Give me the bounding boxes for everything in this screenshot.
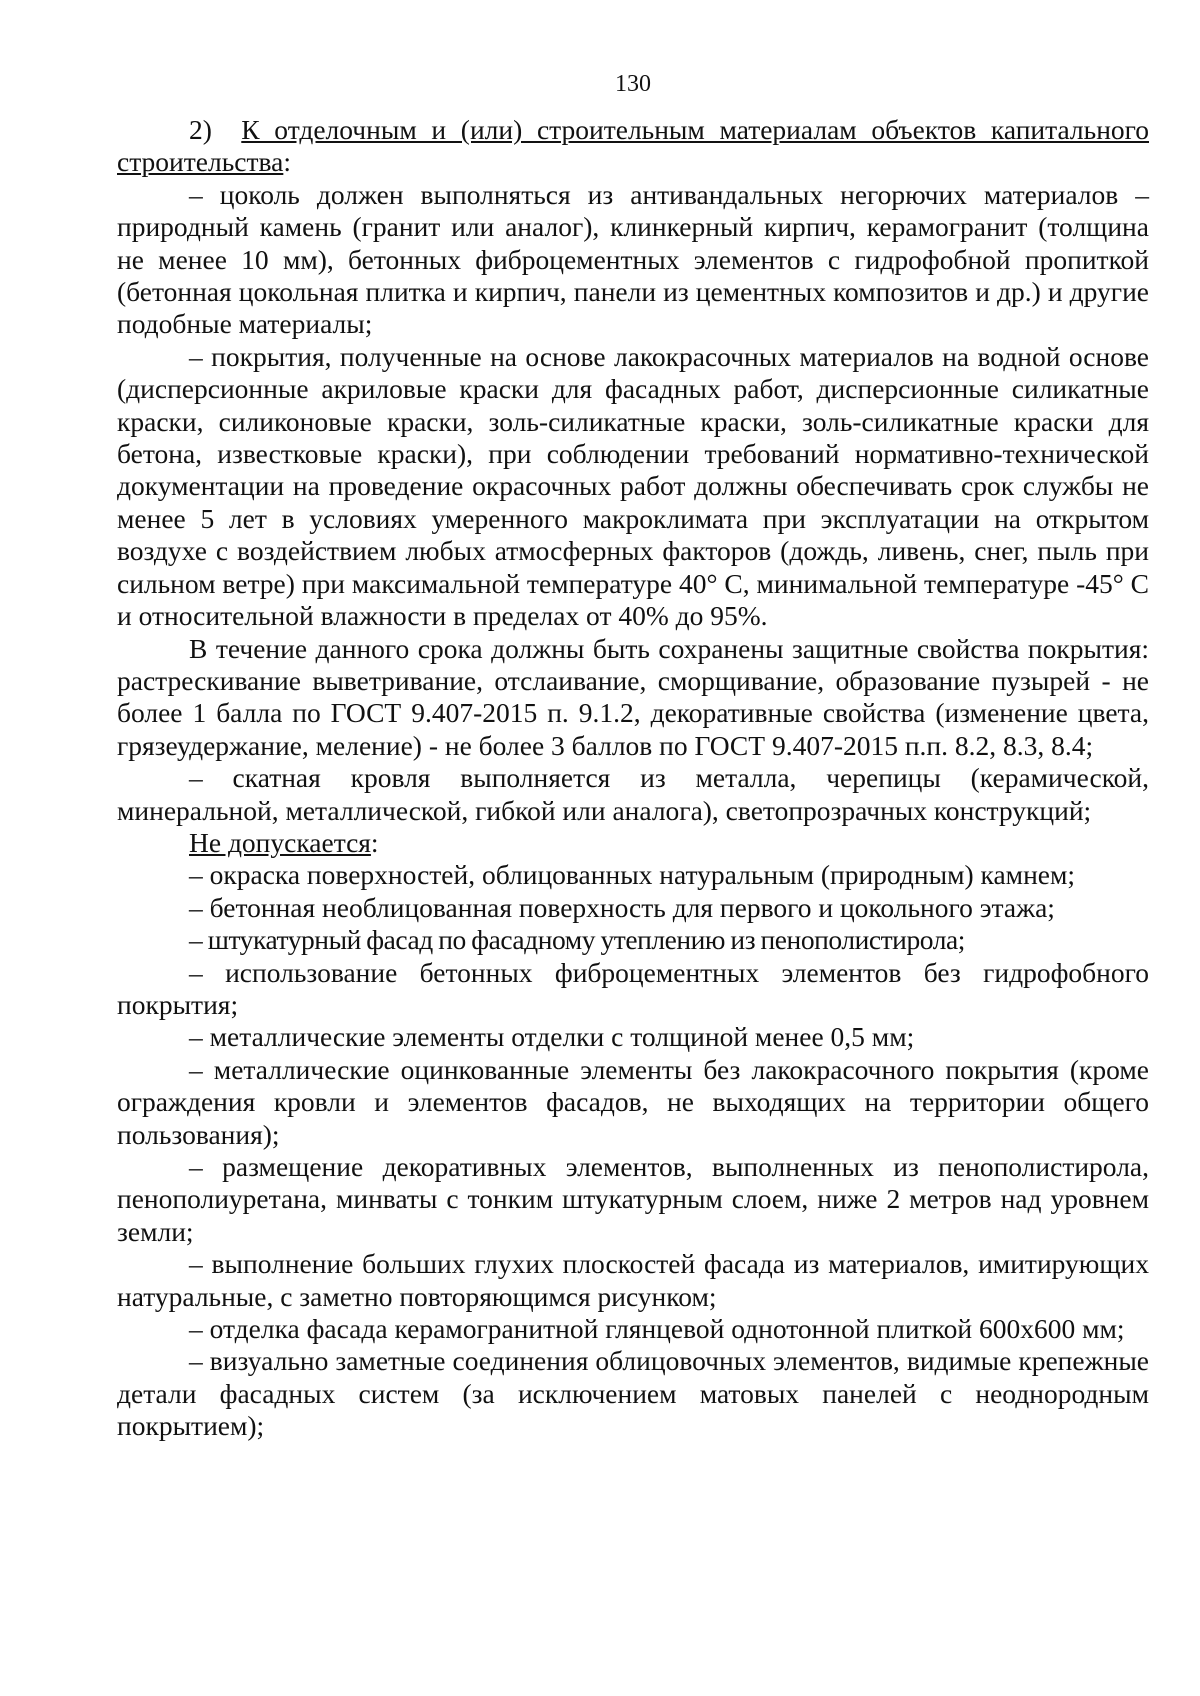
prohibited-heading (117, 827, 1149, 859)
page-number: 130 (615, 71, 651, 97)
prohibited-item: – размещение декоративных элементов, выполненных из пенополистирола, пенополиуретана, минваты с тонким штукатурным слоем, ниже 2 метров над уровнем земли; (117, 1151, 1149, 1247)
prohibited-item: – выполнение больших глухих плоскостей фасада из материалов, имитирующих натуральные, с заметно повторяющимся рисунком; (117, 1248, 1149, 1312)
requirement-paragraph-coatings: – покрытия, полученные на основе лакокрасочных материалов на водной основе (дисперсионные акриловые краски для фасадных работ, дисперсионные силикатные краски, силиконовые краски, золь-силикатные краски, золь-силикатные краски для бетона, известковые краски), при соблюдении требований нормативно-технической документации на проведение окрасочных работ должны обеспечивать срок службы не менее 5 лет в условиях умеренного макроклимата при эксплуатации на открытом воздухе с воздействием любых атмосферных факторов (дождь, ливень, снег, пыль при сильном ветре) при максимальной температуре 40° С, минимальной температуре -45° С и относительной влажности в пределах от 40% до 95%. (117, 340, 1149, 632)
requirement-paragraph-plinth: – цоколь должен выполняться из антивандальных негорючих материалов – природный камень (гранит или аналог), клинкерный кирпич, керамогранит (толщина не менее 10 мм), бетонных фиброцементных элементов с гидрофобной пропиткой (бетонная цокольная плитка и кирпич, панели из цементных композитов и др.) и другие подобные материалы; (117, 178, 1149, 340)
prohibited-heading-suffix: : (370, 826, 379, 858)
prohibited-item: – металлические оцинкованные элементы без лакокрасочного покрытия (кроме ограждения кровли и элементов фасадов, не выходящих на территории общего пользования); (117, 1053, 1149, 1150)
prohibited-item: – бетонная необлицованная поверхность для первого и цокольного этажа; (189, 891, 1055, 923)
requirement-paragraph-service-life: В течение данного срока должны быть сохранены защитные свойства покрытия: растрескивание выветривание, отслаивание, сморщивание, образование пузырей - не более 1 балла по ГОСТ 9.407-2015 п. 9.1.2, декоративные свойства (изменение цвета, грязеудержание, меление) - не более 3 баллов по ГОСТ 9.407-2015 п.п. 8.2, 8.3, 8.4; (117, 632, 1149, 761)
prohibited-item: – окраска поверхностей, облицованных натуральным (природным) камнем; (189, 859, 1076, 891)
prohibited-item: – использование бетонных фиброцементных элементов без гидрофобного покрытия; (117, 956, 1149, 1020)
requirement-paragraph-roof: – скатная кровля выполняется из металла, черепицы (керамической, минеральной, металлической, гибкой или аналога), светопрозрачных конструкций; (117, 762, 1149, 826)
section-number: 2) (189, 114, 212, 145)
prohibited-item: – отделка фасада керамогранитной глянцевой однотонной плиткой 600x600 мм; (189, 1313, 1125, 1345)
prohibited-item: – штукатурный фасад по фасадному утеплению из пенополистирола; (189, 924, 965, 956)
section-title-suffix: : (283, 146, 291, 178)
section-heading (117, 114, 1149, 179)
section-title: К отделочным и (или) строительным материалам объектов капитального строительства (117, 114, 1149, 178)
prohibited-item: – металлические элементы отделки с толщиной менее 0,5 мм; (189, 1021, 915, 1053)
document-body (117, 114, 1149, 1443)
prohibited-heading-text: Не допускается (189, 826, 371, 858)
prohibited-item: – визуально заметные соединения облицовочных элементов, видимые крепежные детали фасадных систем (за исключением матовых панелей с неоднородным покрытием); (117, 1345, 1149, 1442)
